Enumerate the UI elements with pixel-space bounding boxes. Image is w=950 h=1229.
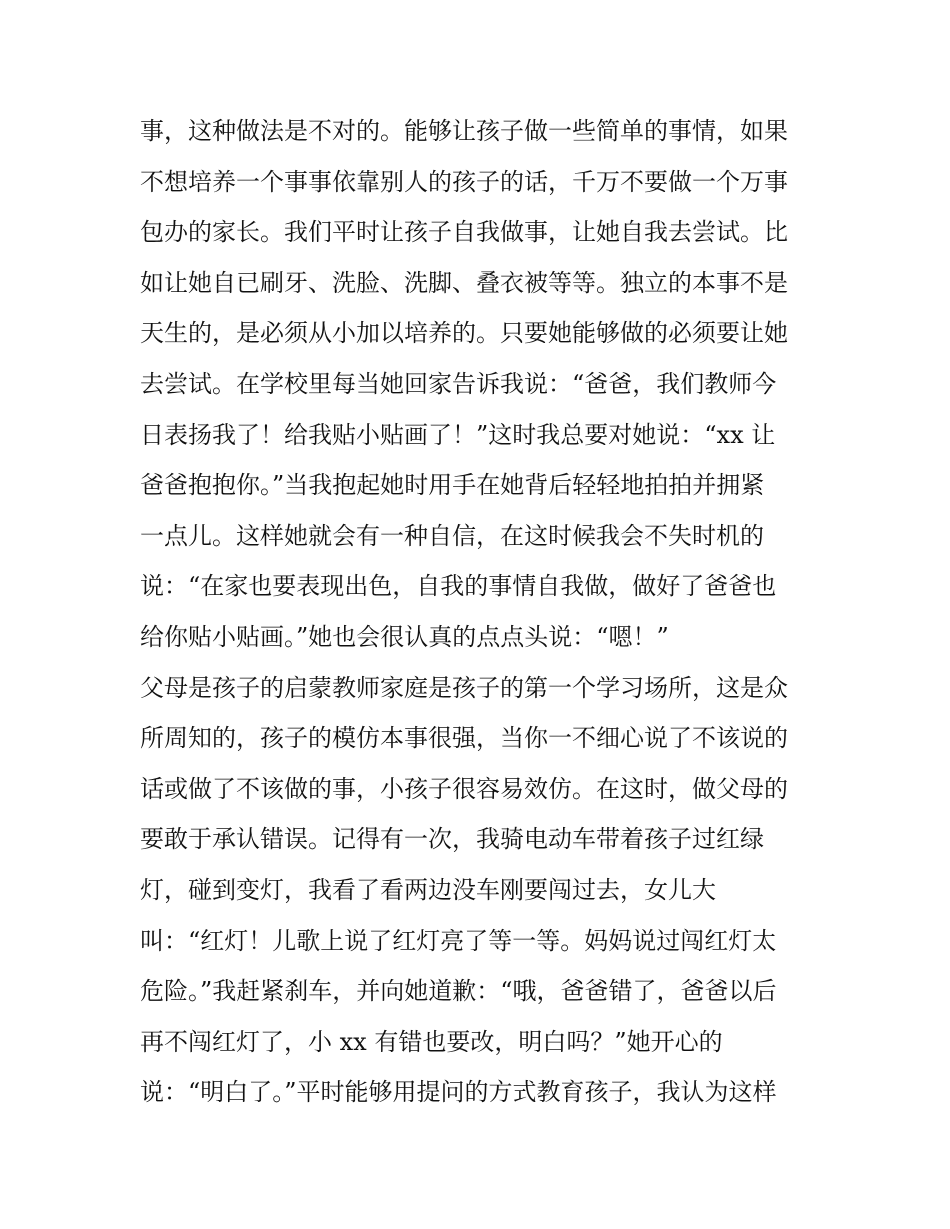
text-line-8: 爸爸抱抱你。”当我抱起她时用手在她背后轻轻地拍拍并拥紧 [140,471,765,500]
text-line-3: 包办的家长。我们平时让孩子自我做事，让她自我去尝试。比 [140,218,788,247]
text-line-7: 日表扬我了！给我贴小贴画了！”这时我总要对她说：“xx 让 [140,420,776,449]
text-line-16: 灯，碰到变灯，我看了看两边没车刚要闯过去，女儿大 [140,875,716,904]
text-line-1: 事，这种做法是不对的。能够让孩子做一些简单的事情，如果 [140,117,788,145]
text-line-19: 再不闯红灯了，小 xx 有错也要改，明白吗？”她开心的 [140,1027,723,1056]
body-text [140,106,830,1118]
text-line-10: 说：“在家也要表现出色，自我的事情自我做，做好了爸爸也 [140,572,777,601]
text-line-17: 叫：“红灯！儿歌上说了红灯亮了等一等。妈妈说过闯红灯太 [140,926,777,955]
text-line-12: 父母是孩子的启蒙教师家庭是孩子的第一个学习场所，这是众 [140,673,788,702]
text-line-13: 所周知的，孩子的模仿本事很强，当你一不细心说了不该说的 [140,724,788,753]
text-line-18: 危险。”我赶紧刹车，并向她道歉：“哦，爸爸错了，爸爸以后 [140,977,777,1006]
text-line-6: 去尝试。在学校里每当她回家告诉我说：“爸爸，我们教师今 [140,369,777,398]
text-line-2: 不想培养一个事事依靠别人的孩子的话，千万不要做一个万事 [140,167,788,196]
text-line-5: 天生的，是必须从小加以培养的。只要她能够做的必须要让她 [140,319,788,348]
text-line-11: 给你贴小贴画。”她也会很认真的点点头说：“嗯！” [140,622,669,651]
text-line-15: 要敢于承认错误。记得有一次，我骑电动车带着孩子过红绿 [140,825,764,854]
text-line-4: 如让她自已刷牙、洗脸、洗脚、叠衣被等等。独立的本事不是 [140,268,788,297]
text-line-20: 说：“明白了。”平时能够用提问的方式教育孩子，我认为这样 [140,1078,777,1107]
text-line-14: 话或做了不该做的事，小孩子很容易效仿。在这时，做父母的 [140,774,788,803]
text-line-9: 一点儿。这样她就会有一种自信，在这时候我会不失时机的 [140,521,764,550]
